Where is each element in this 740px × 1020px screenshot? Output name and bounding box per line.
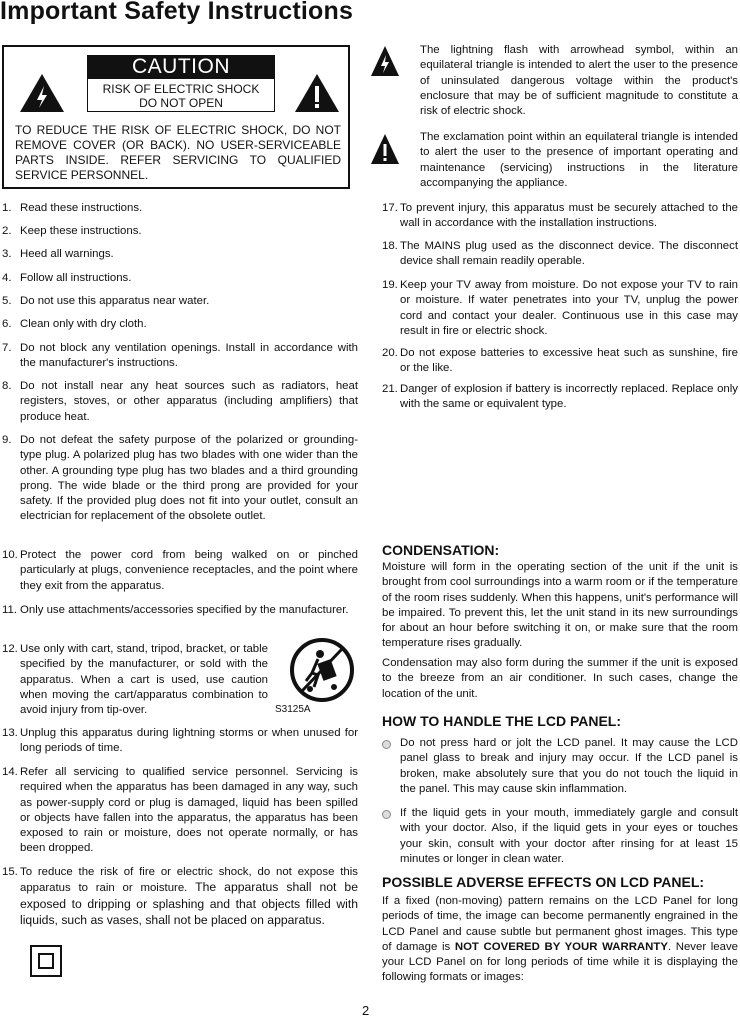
caution-header: CAUTION [87, 55, 275, 78]
caution-sub-line1: RISK OF ELECTRIC SHOCK [102, 82, 260, 96]
item-number: 1. [2, 202, 12, 214]
list-item [2, 201, 358, 216]
item-number: 15. [2, 866, 18, 878]
adverse-text-b: . Never leave your LCD Panel on for long periods of time while it is displaying the following formats or images: [382, 940, 739, 984]
item-text: Refer all servicing to qualified service personnel. Servicing is required when the apparatus has been damaged in any way, such as power-supply cord or plug is damaged, liquid has been spilled or objects have fallen into the apparatus, the apparatus has been exposed to rain or moisture, does not operate normally, or has been dropped. [20, 766, 358, 855]
item-number: 7. [2, 342, 12, 354]
cart-tipover-warning-icon [290, 637, 354, 703]
item-text: Read these instructions. [20, 202, 143, 214]
item-number: 12. [2, 643, 18, 655]
lcd-handling-heading: HOW TO HANDLE THE LCD PANEL: [382, 713, 622, 729]
exclamation-symbol-icon [370, 133, 400, 165]
caution-box [2, 45, 350, 189]
item-number: 20. [382, 347, 398, 359]
item-number: 13. [2, 727, 18, 739]
item-number: 2. [2, 225, 12, 237]
exclamation-warning-icon [294, 73, 340, 113]
list-item [2, 865, 358, 929]
caution-subheader [87, 78, 275, 112]
item-number: 14. [2, 766, 18, 778]
page-number: 2 [362, 1003, 370, 1018]
list-item [2, 317, 358, 332]
item-number: 6. [2, 318, 12, 330]
condensation-paragraph: Condensation may also form during the summer if the unit is exposed to the breeze from an air conditioner. In such cases, change the location of the unit. [382, 657, 738, 700]
item-number: 11. [2, 604, 17, 616]
list-item [2, 341, 358, 372]
condensation-paragraph: Moisture will form in the operating section of the unit if the unit is brought from cool surroundings into a warm room or if the temperature of the room rises suddenly. When this happens, unit's performance will be impaired. To prevent this, let the unit stand in its new surroundings for about an hour before switching it on, or make sure that the room temperature rises gradually. [382, 561, 738, 650]
double-insulation-icon [30, 945, 62, 977]
item-text: Do not expose batteries to excessive heat such as sunshine, fire or the like. [400, 347, 738, 375]
list-item [2, 603, 358, 618]
lightning-symbol-icon [370, 45, 400, 77]
item-number: 18. [382, 240, 398, 252]
list-item [382, 201, 738, 232]
item-number: 10. [2, 549, 18, 561]
bullet-icon [382, 740, 391, 749]
list-item [382, 346, 738, 377]
lcd-bullet-text: Do not press hard or jolt the LCD panel. It may cause the LCD panel glass to break and injury may occur. If the LCD panel is broken, make absolutely sure that you do not touch the liquid in the panel. This may cause skin inflammation. [400, 737, 738, 795]
lightning-symbol-text: The lightning flash with arrowhead symbol, within an equilateral triangle is intended to alert the user to the presence of uninsulated dangerous voltage within the product's enclosure that may be of sufficient magnitude to constitute a risk of electric shock. [420, 44, 738, 118]
list-item [2, 765, 358, 857]
list-item [2, 548, 358, 594]
item-text: Keep these instructions. [20, 225, 142, 237]
list-item [2, 294, 358, 309]
list-item [2, 379, 358, 425]
item-text: Use only with cart, stand, tripod, bracket, or table specified by the manufacturer, or sold with the apparatus. When a cart is used, use caution when moving the cart/apparatus combination to avoid injury from tip-over. [20, 643, 268, 717]
adverse-effects-paragraph [382, 894, 738, 986]
item-text: Do not use this apparatus near water. [20, 295, 210, 307]
bullet-icon [382, 810, 391, 819]
adverse-text-a: If a fixed (non-moving) pattern remains on the LCD Panel for long periods of time, the image can become permanently engrained in the LCD Panel and cause subtle but permanent ghost images. This type of damage is [382, 895, 738, 953]
lcd-bullet-text: If the liquid gets in your mouth, immediately gargle and consult with your doctor. Also, if the liquid gets in your eyes or touches your skin, consult with your doctor after rinsing for at least 15 minutes or longer in clean water. [400, 807, 738, 865]
list-item [382, 239, 738, 270]
adverse-effects-heading: POSSIBLE ADVERSE EFFECTS ON LCD PANEL: [382, 874, 705, 890]
page-title: Important Safety Instructions [0, 0, 354, 25]
list-item [382, 382, 738, 413]
list-item [2, 642, 268, 718]
item-text: Follow all instructions. [20, 272, 132, 284]
item-number: 4. [2, 272, 12, 284]
lightning-warning-icon [19, 73, 65, 113]
warranty-notice: NOT COVERED BY YOUR WARRANTY [454, 940, 668, 953]
item-text: Do not defeat the safety purpose of the polarized or grounding-type plug. A polarized plug has two blades with one wider than the other. A grounding type plug has two blades and a third grounding prong. The wide blade or the third prong are provided for your safety. If the provided plug does not fit into your outlet, consult an electrician for replacement of the obsolete outlet. [20, 434, 358, 523]
list-item [2, 726, 358, 757]
item-number: 3. [2, 248, 12, 260]
item-number: 9. [2, 434, 12, 446]
caution-body: TO REDUCE THE RISK OF ELECTRIC SHOCK, DO NOT REMOVE COVER (OR BACK). NO USER-SERVICEABLE PARTS INSIDE. REFER SERVICING TO QUALIFIED SERVICE PERSONNEL. [15, 123, 341, 182]
item-number: 21. [382, 383, 398, 395]
item-text: Keep your TV away from moisture. Do not expose your TV to rain or moisture. If water penetrates into your TV, unplug the power cord and contact your dealer. Continuous use in this case may result in fire or electric shock. [400, 279, 738, 337]
list-item [2, 271, 358, 286]
item-number: 17. [382, 202, 398, 214]
cart-icon-label: S3125A [275, 704, 311, 715]
item-text: To prevent injury, this apparatus must be securely attached to the wall in accordance with the installation instructions. [400, 202, 738, 230]
exclamation-symbol-text: The exclamation point within an equilateral triangle is intended to alert the user to the presence of important operating and maintenance (servicing) instructions in the literature accompanying the appliance. [420, 131, 738, 189]
item-text-part2: The apparatus shall not be exposed to dripping or splashing and that objects filled with liquids, such as vases, shall not be placed on apparatus. [20, 880, 358, 927]
item-text: The MAINS plug used as the disconnect device. The disconnect device shall remain readily operable. [400, 240, 738, 268]
item-text-part1: To reduce the risk of fire or electric shock, do not expose this apparatus to rain or moisture. [20, 866, 358, 895]
condensation-heading: CONDENSATION: [382, 542, 500, 558]
list-item [2, 247, 358, 262]
list-item [2, 224, 358, 239]
item-text [2, 865, 358, 929]
item-text: Do not install near any heat sources such as radiators, heat registers, stoves, or other apparatus (including amplifiers) that produce heat. [20, 380, 358, 423]
item-number: 8. [2, 380, 12, 392]
list-item [2, 433, 358, 525]
item-text: Danger of explosion if battery is incorrectly replaced. Replace only with the same or equivalent type. [400, 383, 738, 411]
item-number: 5. [2, 295, 12, 307]
item-text: Do not block any ventilation openings. Install in accordance with the manufacturer's instructions. [20, 342, 358, 370]
item-text: Unplug this apparatus during lightning storms or when unused for long periods of time. [20, 727, 358, 755]
list-item [382, 278, 738, 339]
item-text: Heed all warnings. [20, 248, 114, 260]
item-text: Clean only with dry cloth. [20, 318, 147, 330]
caution-sub-line2: DO NOT OPEN [139, 96, 223, 110]
item-text: Protect the power cord from being walked on or pinched particularly at plugs, convenience receptacles, and the point where they exit from the apparatus. [20, 549, 358, 592]
item-text: Only use attachments/accessories specified by the manufacturer. [20, 604, 349, 616]
item-number: 19. [382, 279, 398, 291]
